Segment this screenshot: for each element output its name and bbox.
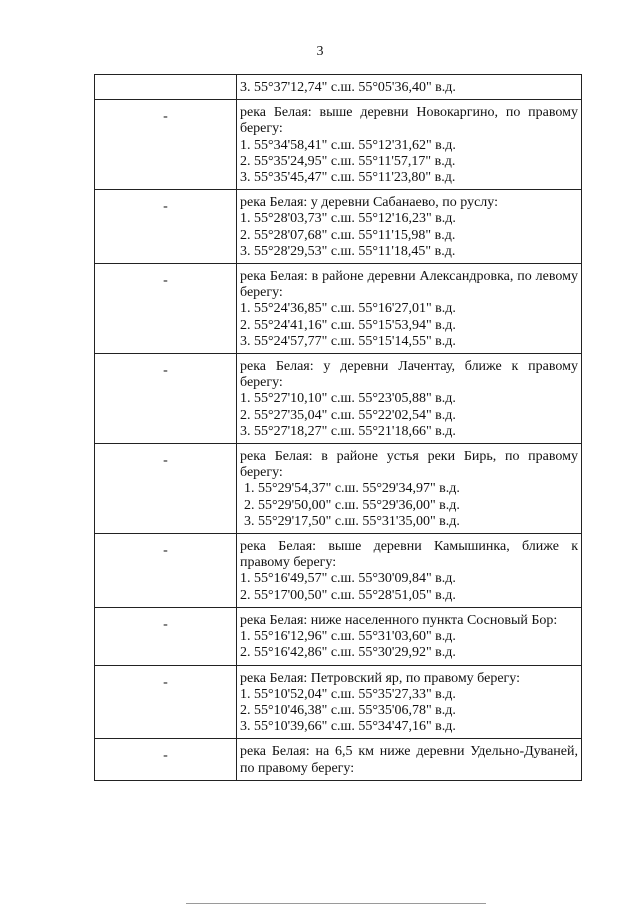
coordinate-line: 1. 55°34'58,41" с.ш. 55°12'31,62" в.д.	[240, 137, 456, 153]
location-description: река Белая: ниже населенного пункта Сосновый Бор:	[240, 612, 558, 628]
coordinate-line: 2. 55°27'35,04" с.ш. 55°22'02,54" в.д.	[240, 407, 456, 423]
location-description: река Белая: Петровский яр, по правому берегу:	[240, 670, 520, 686]
table-row	[95, 444, 582, 534]
location-cell	[237, 190, 582, 264]
location-cell	[237, 739, 582, 780]
coordinate-line: 3. 55°35'45,47" с.ш. 55°11'23,80" в.д.	[240, 170, 456, 186]
table-row	[95, 100, 582, 190]
location-cell	[237, 607, 582, 665]
location-description: река Белая: у деревни Лачентау, ближе к правому берегу:	[240, 359, 578, 391]
coordinate-line: 1. 55°29'54,37" с.ш. 55°29'34,97" в.д.	[244, 481, 460, 497]
location-description: река Белая: в районе устья реки Бирь, по правому берегу:	[240, 449, 578, 481]
coordinate-line: 3. 55°37'12,74" с.ш. 55°05'36,40" в.д.	[240, 80, 456, 95]
table-row	[95, 75, 582, 100]
row-marker-cell	[95, 264, 237, 354]
location-cell	[237, 264, 582, 354]
coordinate-line: 2. 55°17'00,50" с.ш. 55°28'51,05" в.д.	[240, 587, 456, 603]
row-marker: -	[163, 453, 168, 469]
row-marker-cell	[95, 75, 237, 100]
row-marker: -	[163, 543, 168, 559]
coordinate-line: 2. 55°29'50,00" с.ш. 55°29'36,00" в.д.	[244, 497, 460, 513]
row-marker: -	[163, 363, 168, 379]
row-marker-cell	[95, 100, 237, 190]
coordinate-line: 3. 55°10'39,66" с.ш. 55°34'47,16" в.д.	[240, 719, 456, 735]
location-cell	[237, 665, 582, 739]
row-marker: -	[163, 748, 168, 764]
location-description: река Белая: на 6,5 км ниже деревни Удельно-Дуваней, по правому берегу:	[240, 744, 578, 776]
row-marker-cell	[95, 534, 237, 608]
coordinate-line: 2. 55°28'07,68" с.ш. 55°11'15,98" в.д.	[240, 227, 456, 243]
coordinate-line: 3. 55°24'57,77" с.ш. 55°15'14,55" в.д.	[240, 333, 456, 349]
coordinate-line: 1. 55°27'10,10" с.ш. 55°23'05,88" в.д.	[240, 391, 456, 407]
row-marker-cell	[95, 739, 237, 780]
table-row	[95, 665, 582, 739]
coordinate-line: 2. 55°16'42,86" с.ш. 55°30'29,92" в.д.	[240, 645, 456, 661]
coordinate-line: 3. 55°29'17,50" с.ш. 55°31'35,00" в.д.	[244, 513, 460, 529]
coordinate-line: 2. 55°35'24,95" с.ш. 55°11'57,17" в.д.	[240, 153, 456, 169]
page-number: 3	[316, 44, 324, 59]
row-marker-cell	[95, 190, 237, 264]
location-description: река Белая: в районе деревни Александровка, по левому берегу:	[240, 269, 578, 301]
row-marker: -	[163, 674, 168, 690]
coordinate-line: 1. 55°10'52,04" с.ш. 55°35'27,33" в.д.	[240, 686, 456, 702]
coordinate-line: 2. 55°10'46,38" с.ш. 55°35'06,78" в.д.	[240, 702, 456, 718]
table-row	[95, 534, 582, 608]
coordinate-line: 3. 55°27'18,27" с.ш. 55°21'18,66" в.д.	[240, 423, 456, 439]
coordinate-line: 1. 55°16'49,57" с.ш. 55°30'09,84" в.д.	[240, 571, 456, 587]
location-cell	[237, 444, 582, 534]
row-marker: -	[163, 109, 168, 125]
row-marker	[95, 75, 236, 83]
table-row	[95, 264, 582, 354]
row-marker-cell	[95, 444, 237, 534]
coordinate-line: 1. 55°24'36,85" с.ш. 55°16'27,01" в.д.	[240, 301, 456, 317]
table-row	[95, 190, 582, 264]
scan-edge-line	[186, 903, 486, 904]
coordinate-line: 2. 55°24'41,16" с.ш. 55°15'53,94" в.д.	[240, 317, 456, 333]
location-cell	[237, 100, 582, 190]
table-body	[95, 75, 582, 781]
coordinate-line: 1. 55°28'03,73" с.ш. 55°12'16,23" в.д.	[240, 211, 456, 227]
location-description: река Белая: выше деревни Новокаргино, по правому берегу:	[240, 105, 578, 137]
coordinate-line: 3. 55°28'29,53" с.ш. 55°11'18,45" в.д.	[240, 243, 456, 259]
row-marker-cell	[95, 607, 237, 665]
location-cell	[237, 354, 582, 444]
location-description: река Белая: у деревни Сабанаево, по руслу:	[240, 195, 498, 211]
table-row	[95, 607, 582, 665]
row-marker: -	[163, 616, 168, 632]
table-row	[95, 354, 582, 444]
row-marker: -	[163, 273, 168, 289]
table-row	[95, 739, 582, 780]
row-marker-cell	[95, 354, 237, 444]
coordinates-table	[94, 74, 582, 781]
coordinate-line: 1. 55°16'12,96" с.ш. 55°31'03,60" в.д.	[240, 629, 456, 645]
row-marker: -	[163, 199, 168, 215]
location-cell	[237, 75, 582, 100]
location-cell	[237, 534, 582, 608]
location-description: река Белая: выше деревни Камышинка, ближе к правому берегу:	[240, 539, 578, 571]
row-marker-cell	[95, 665, 237, 739]
